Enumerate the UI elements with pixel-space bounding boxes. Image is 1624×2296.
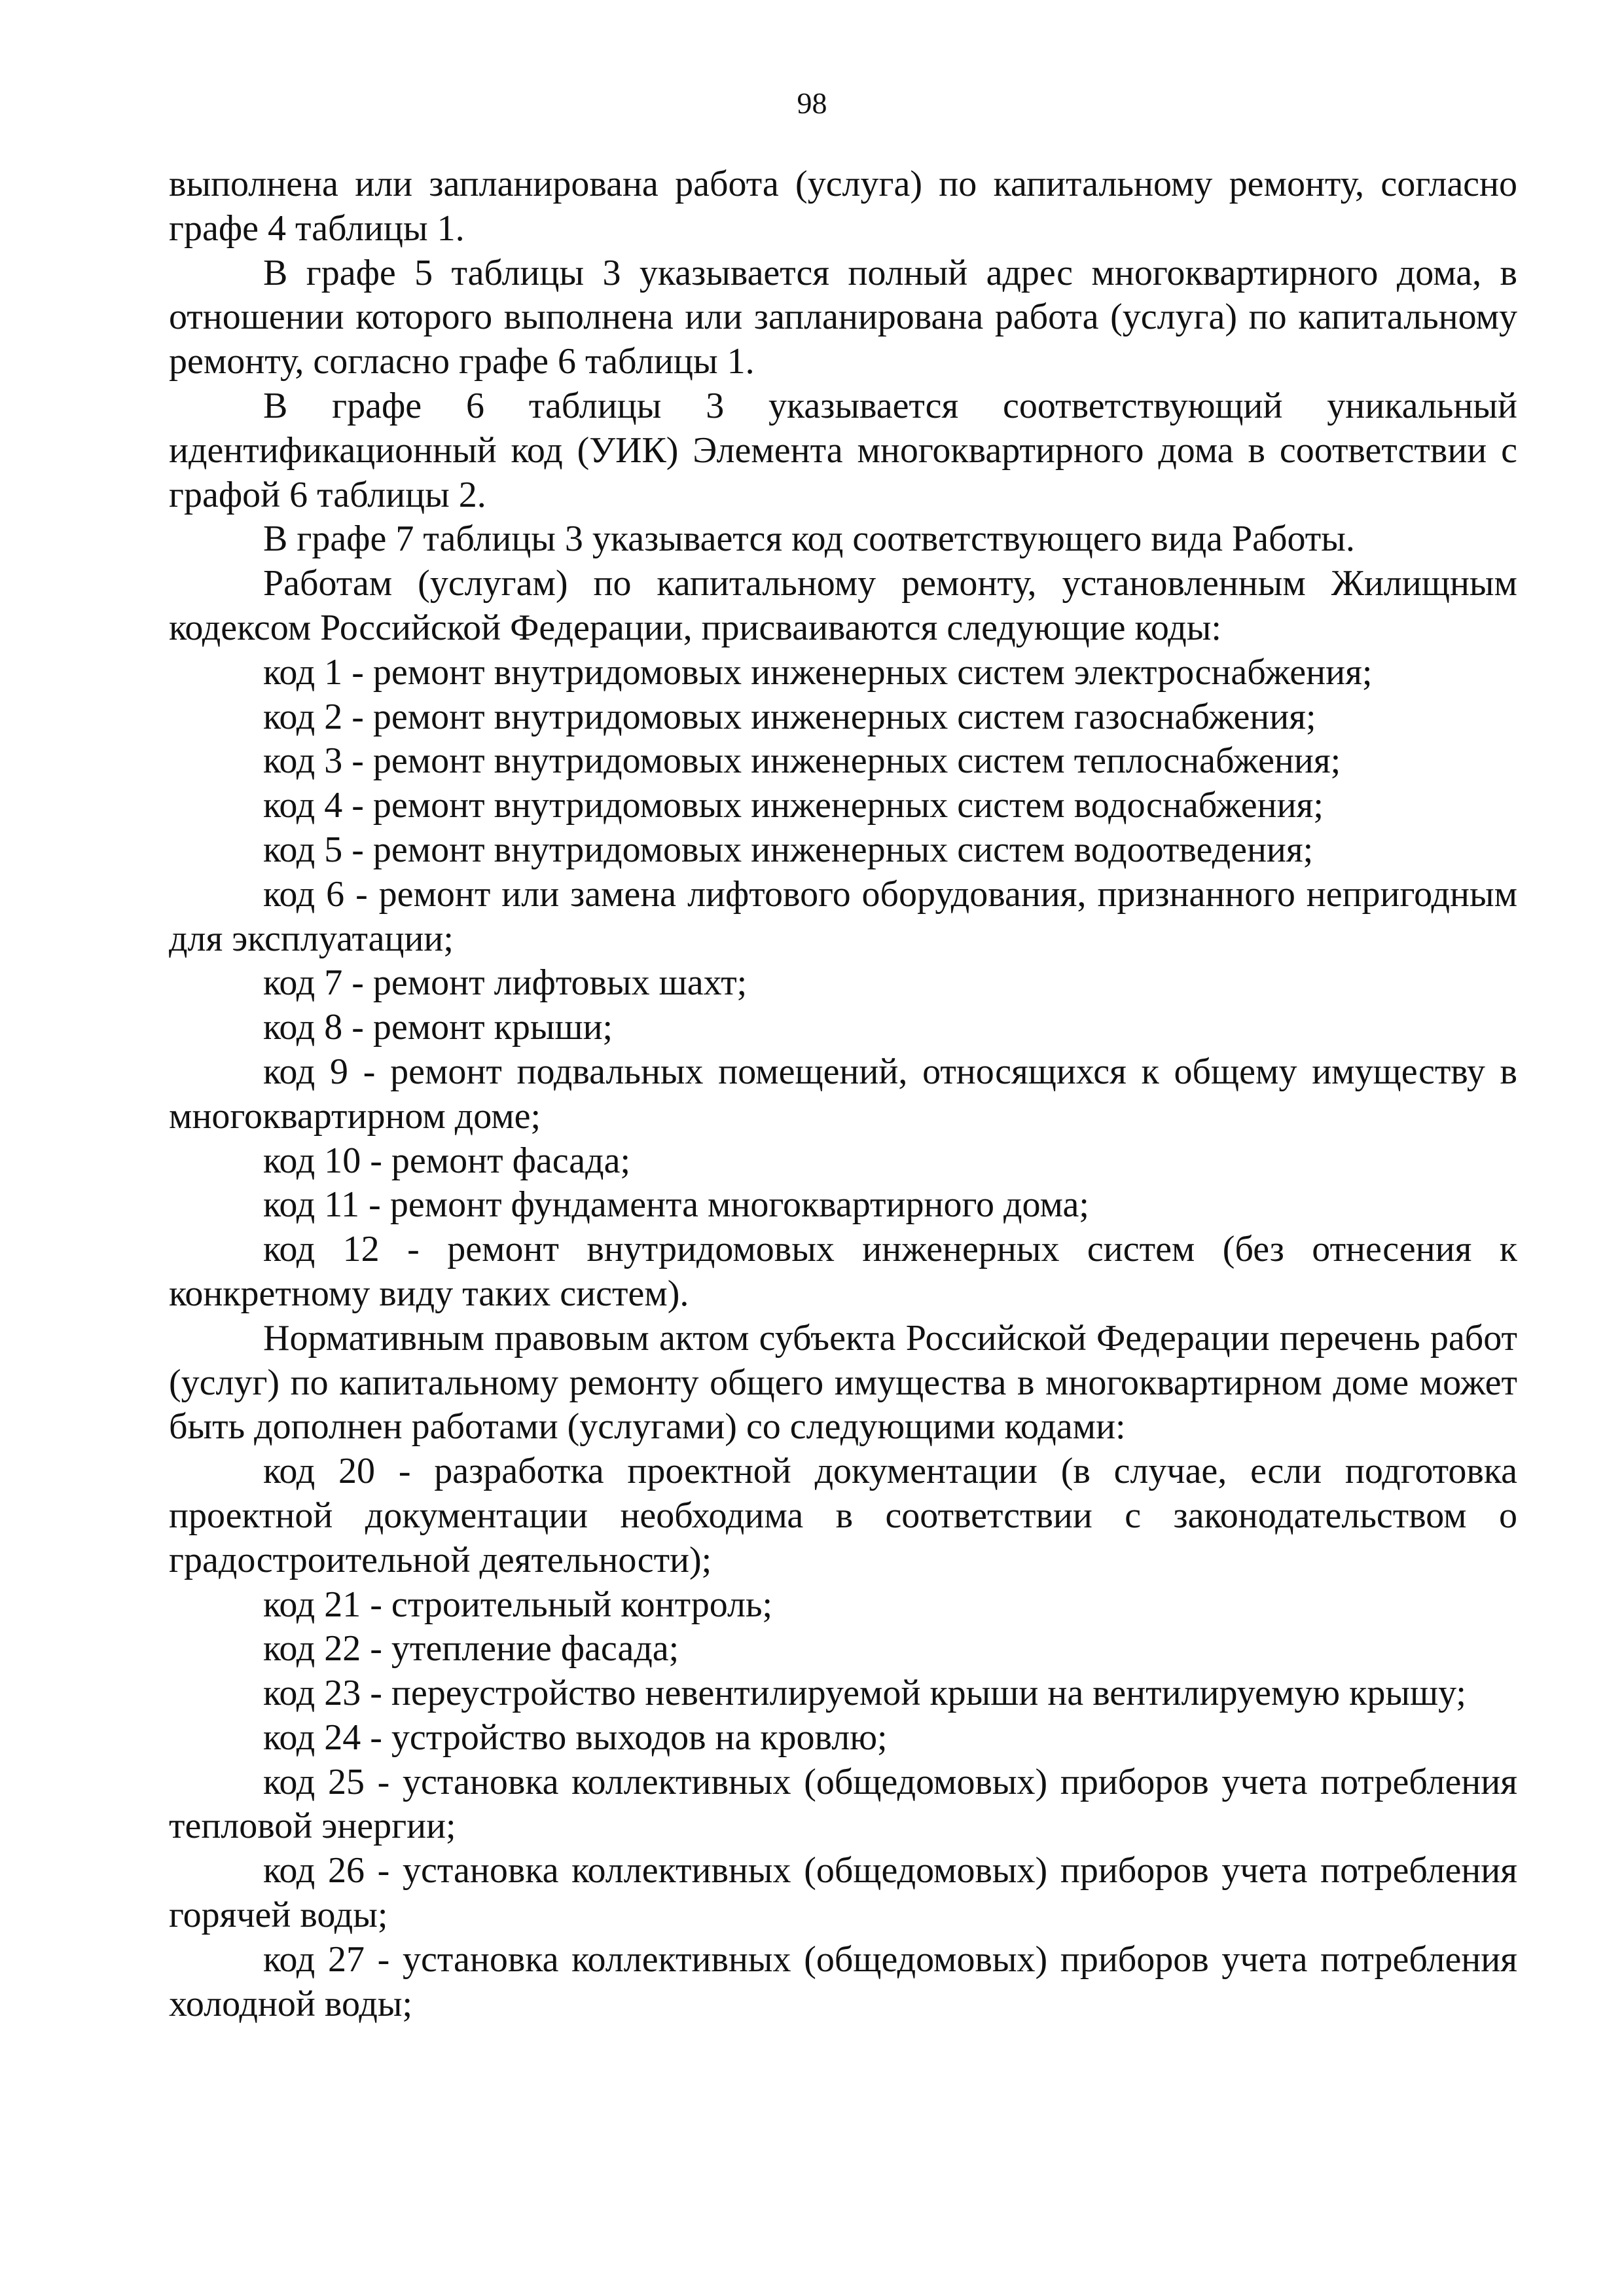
paragraph-codes-intro: Работам (услугам) по капитальному ремонту, установленным Жилищным кодексом Российской Федерации, присваиваются следующие коды: [169, 563, 1517, 648]
code-item-4: код 4 - ремонт внутридомовых инженерных систем водоснабжения; [263, 785, 1324, 826]
code-item-5: код 5 - ремонт внутридомовых инженерных систем водоотведения; [263, 829, 1314, 870]
paragraph-column-5: В графе 5 таблицы 3 указывается полный адрес многоквартирного дома, в отношении которого выполнена или запланирована работа (услуга) по капитальному ремонту, согласно графе 6 таблицы 1. [169, 252, 1517, 382]
code-item-27: код 27 - установка коллективных (общедомовых) приборов учета потребления холодной воды; [169, 1939, 1517, 2024]
paragraph-additional-codes-intro: Нормативным правовым актом субъекта Российской Федерации перечень работ (услуг) по капитальному ремонту общего имущества в многоквартирном доме может быть дополнен работами (услугами) со следующими кодами: [169, 1317, 1517, 1448]
code-item-1: код 1 - ремонт внутридомовых инженерных систем электроснабжения; [263, 651, 1373, 693]
code-item-11: код 11 - ремонт фундамента многоквартирного дома; [263, 1184, 1089, 1226]
code-item-26: код 26 - установка коллективных (общедомовых) приборов учета потребления горячей воды; [169, 1850, 1517, 1936]
code-item-24: код 24 - устройство выходов на кровлю; [263, 1717, 888, 1758]
code-item-9: код 9 - ремонт подвальных помещений, относящихся к общему имуществу в многоквартирном доме; [169, 1051, 1517, 1137]
code-item-6: код 6 - ремонт или замена лифтового оборудования, признанного непригодным для эксплуатации; [169, 873, 1517, 959]
code-item-2: код 2 - ремонт внутридомовых инженерных систем газоснабжения; [263, 696, 1316, 737]
code-item-7: код 7 - ремонт лифтовых шахт; [263, 962, 748, 1004]
code-item-21: код 21 - строительный контроль; [263, 1584, 773, 1625]
code-item-23: код 23 - переустройство невентилируемой крыши на вентилируемую крышу; [263, 1673, 1466, 1714]
code-item-22: код 22 - утепление фасада; [263, 1628, 679, 1669]
paragraph-column-6: В графе 6 таблицы 3 указывается соответствующий уникальный идентификационный код (УИК) Элемента многоквартирного дома в соответствии с графой 6 таблицы 2. [169, 385, 1517, 515]
page-number: 98 [797, 86, 827, 120]
code-item-20: код 20 - разработка проектной документации (в случае, если подготовка проектной документации необходима в соответствии с законодательством о градостроительной деятельности); [169, 1451, 1517, 1580]
code-item-3: код 3 - ремонт внутридомовых инженерных систем теплоснабжения; [263, 740, 1341, 782]
code-item-10: код 10 - ремонт фасада; [263, 1140, 631, 1181]
paragraph-continuation: выполнена или запланирована работа (услуга) по капитальному ремонту, согласно графе 4 таблицы 1. [169, 164, 1517, 249]
code-item-8: код 8 - ремонт крыши; [263, 1007, 613, 1048]
code-item-12: код 12 - ремонт внутридомовых инженерных систем (без отнесения к конкретному виду таких систем). [169, 1229, 1517, 1314]
code-item-25: код 25 - установка коллективных (общедомовых) приборов учета потребления тепловой энергии; [169, 1761, 1517, 1847]
paragraph-column-7: В графе 7 таблицы 3 указывается код соответствующего вида Работы. [263, 519, 1355, 560]
document-body [169, 162, 1517, 2026]
